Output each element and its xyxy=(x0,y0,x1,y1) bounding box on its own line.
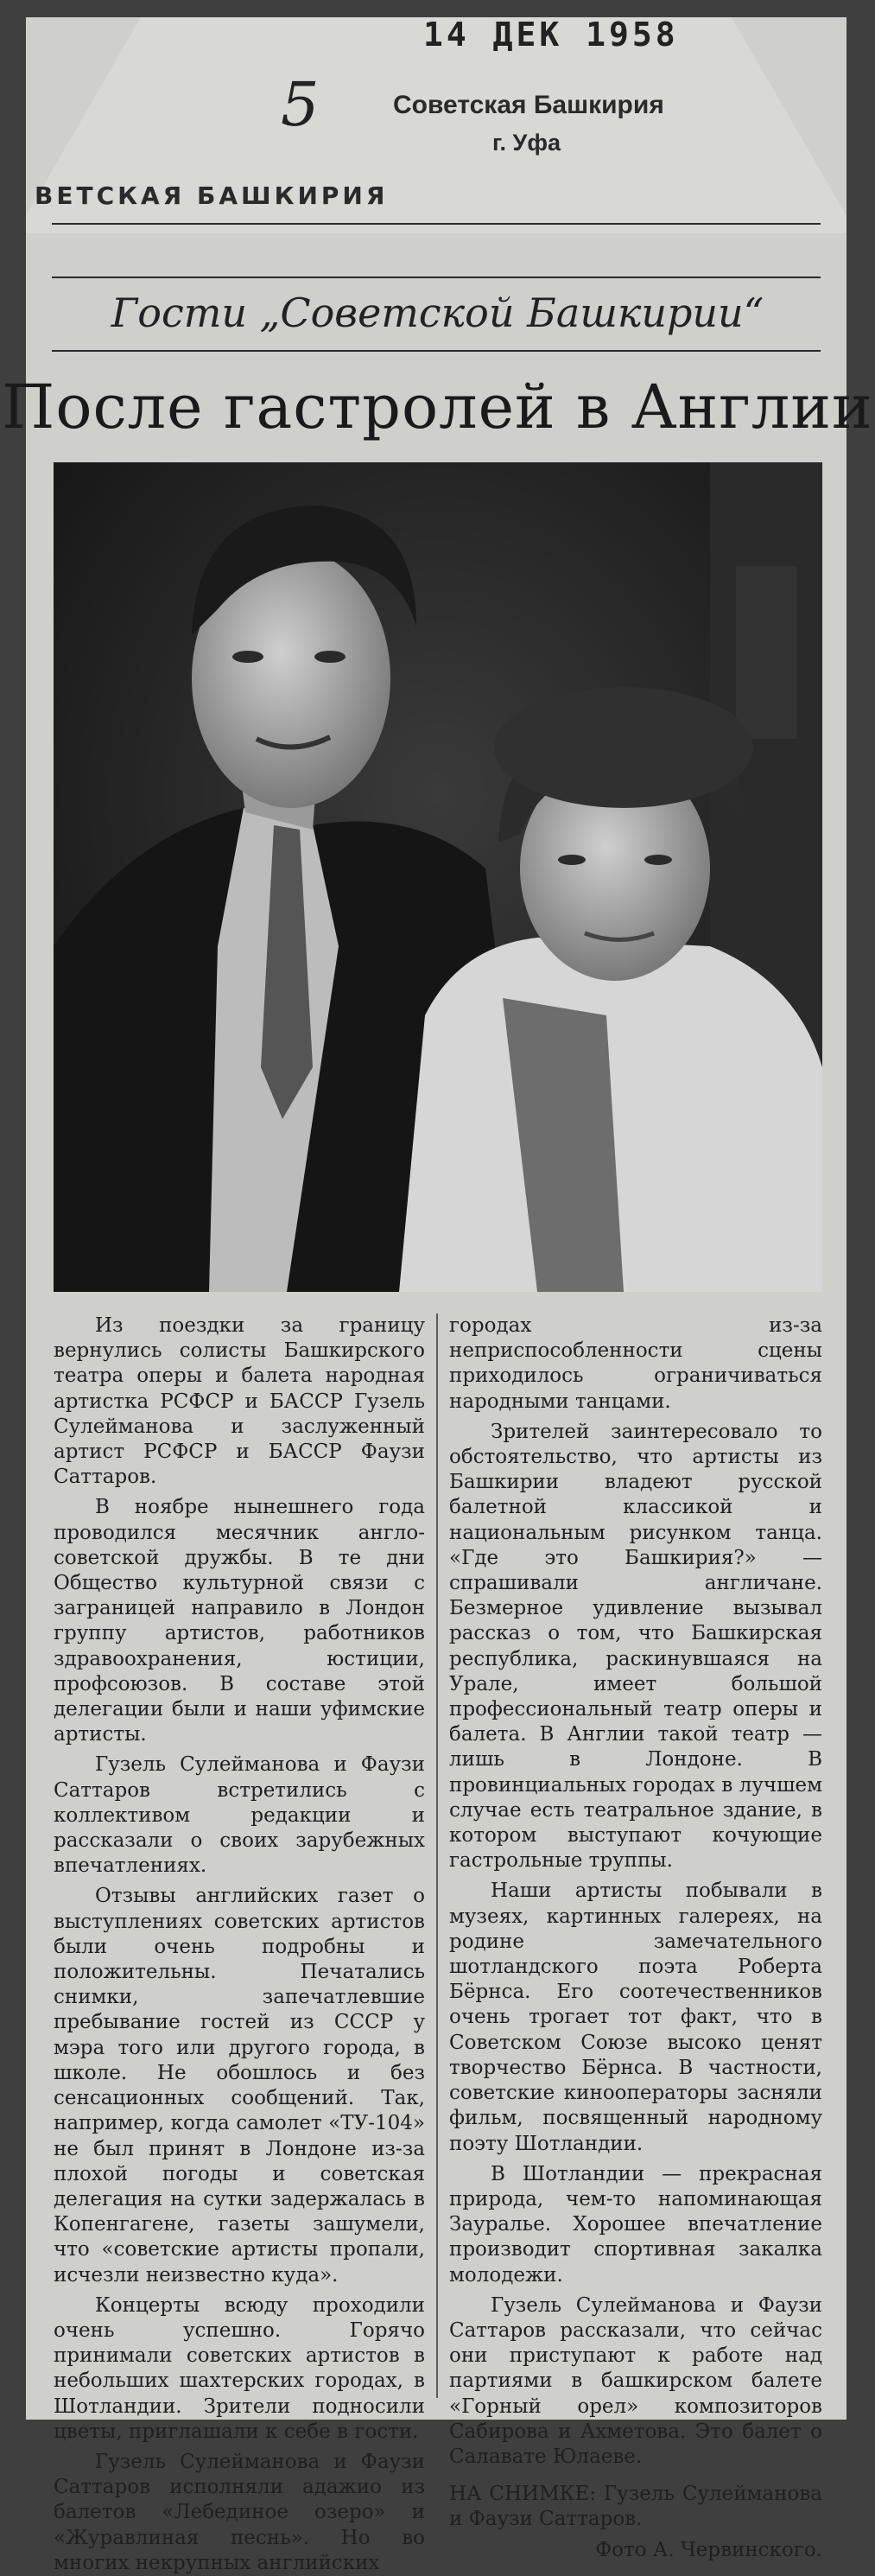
masthead-rule xyxy=(52,223,821,225)
rubric: Гости „Советской Башкирии“ xyxy=(111,289,764,336)
rubric-rule-bottom xyxy=(52,350,821,352)
paragraph: В ноябре нынешнего года проводился месячник англо-советской дружбы. В те дни Общество культурной связи с заграницей направило в Лондон группу артистов, работников здравоохранения, юстиции, профсоюзов. В составе этой делегации были и наши уфимские артисты. xyxy=(54,1496,425,1746)
paragraph: городах из-за неприспособленности сцены приходилось ограничиваться народными танцами. xyxy=(449,1314,822,1413)
photo-credit: Фото А. Червинского. xyxy=(595,2538,822,2561)
rubric-rule-top xyxy=(52,277,821,278)
column-divider xyxy=(436,1313,438,2398)
paragraph: Гузель Сулейманова и Фаузи Саттаров рассказали, что сейчас они приступают к работе над партиями в башкирском балете «Горный орел» композиторов Сабирова и Ахметова. Это балет о Салавате Юлаеве. xyxy=(449,2293,822,2468)
stamp-city: г. Уфа xyxy=(492,130,561,156)
article-column-left xyxy=(54,1313,425,2576)
date-stamp: 14 ДЕК 1958 xyxy=(423,16,679,54)
issue-number: 5 xyxy=(281,69,320,140)
paragraph: Отзывы английских газет о выступлениях советских артистов были очень подробны и положительны. Печатались снимки, запечатлевшие пребывание гостей из СССР у мэра того или другого города, в школе. Не обошлось и без сенсационных сообщений. Так, например, когда самолет «ТУ-104» не был принят в Лондоне из-за плохой погоды и советская делегация на сутки задержалась в Копенгагене, газеты зашумели, что «советские артисты пропали, исчезли неизвестно куда». xyxy=(54,1885,425,2287)
article-photo xyxy=(54,462,822,1292)
paragraph: Из поездки за границу вернулись солисты Башкирского театра оперы и балета народная артистка РСФСР и БАССР Гузель Сулейманова и заслуженный артист РСФСР и БАССР Фаузи Саттаров. xyxy=(54,1314,425,1489)
paragraph: Гузель Сулейманова и Фаузи Саттаров встретились с коллективом редакции и рассказали о своих зарубежных впечатлениях. xyxy=(54,1753,425,1878)
article-column-right xyxy=(449,1313,822,2563)
paragraph: В Шотландии — прекрасная природа, чем-то напоминающая Зауралье. Хорошее впечатление производит спортивная закалка молодежи. xyxy=(449,2162,822,2287)
paragraph: Гузель Сулейманова и Фаузи Саттаров исполняли адажио из балетов «Лебединое озеро» и «Журавлиная песнь». Но во многих некрупных английских xyxy=(54,2450,425,2574)
masthead: ВЕТСКАЯ БАШКИРИЯ xyxy=(35,181,389,210)
paragraph: Зрителей заинтересовало то обстоятельство, что артисты из Башкирии владеют русской балетной классикой и национальным рисунком танца. «Где это Башкирия?» — спрашивали англичане. Безмерное удивление вызывал рассказ о том, что Башкирская республика, раскинувшаяся на Урале, имеет большой профессиональный театр оперы и балета. В Англии такой театр — лишь в Лондоне. В провинциальных городах в лучшем случае есть театральное здание, в котором выступают кочующие гастрольные труппы. xyxy=(449,1420,822,1873)
paragraph: Концерты всюду проходили очень успешно. Горячо принимали советских артистов в небольших шахтерских городах, в Шотландии. Зрители подносили цветы, приглашали к себе в гости. xyxy=(54,2293,425,2443)
stamp-newspaper-name: Советская Башкирия xyxy=(393,91,664,119)
photo-illustration xyxy=(54,462,822,1292)
paragraph: Наши артисты побывали в музеях, картинных галереях, на родине замечательного шотландского поэта Роберта Бёрнса. Его соотечественников очень трогает тот факт, что в Советском Союзе высоко ценят творчество Бёрнса. В частности, советские кинооператоры засняли фильм, посвященный народному поэту Шотландии. xyxy=(449,1880,822,2155)
headline: После гастролей в Англии xyxy=(2,372,873,442)
photo-caption: НА СНИМКЕ: Гузель Сулейманова и Фаузи Саттаров. xyxy=(449,2483,822,2531)
